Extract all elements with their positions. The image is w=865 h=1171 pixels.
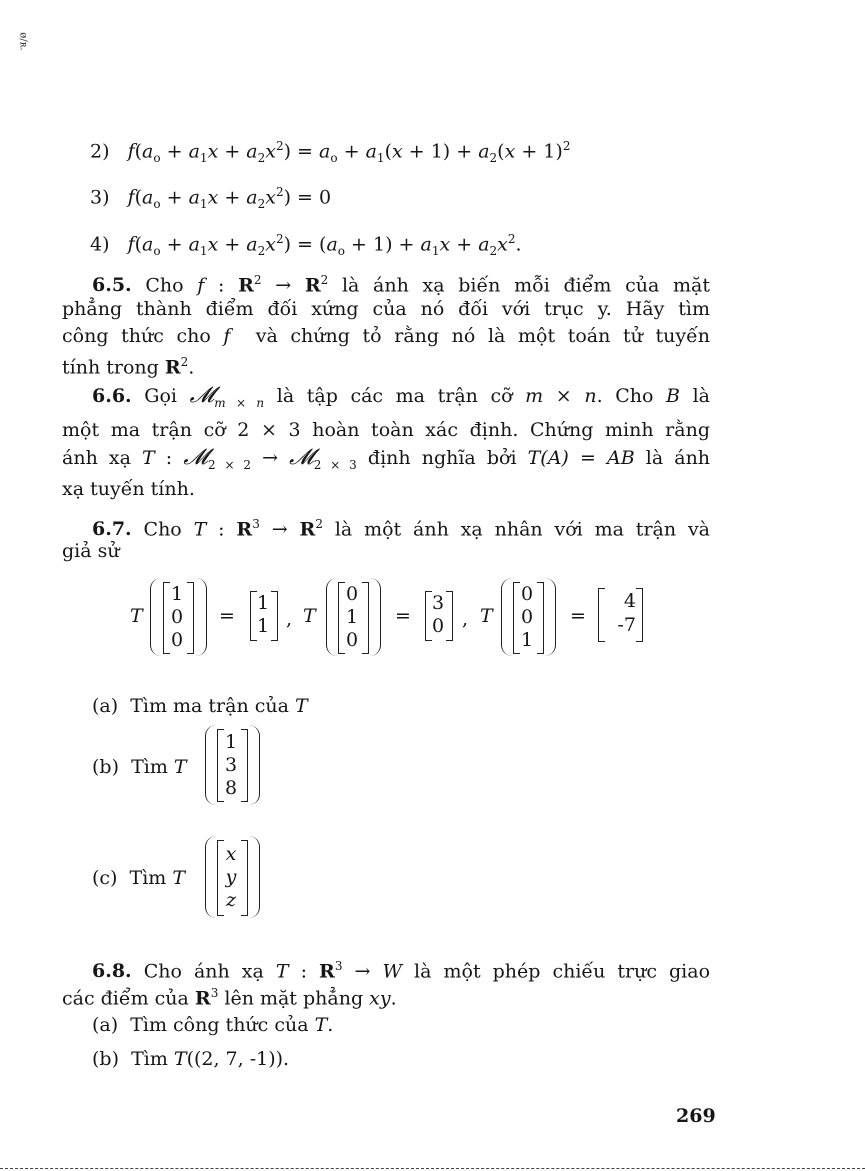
right-paren xyxy=(249,836,260,918)
left-paren xyxy=(501,578,512,656)
exercise-6-8-line-2: các điểm của $R^3$ lên mặt phẳng xy. xyxy=(62,986,397,1010)
bottom-rule xyxy=(0,1168,865,1169)
question-6-8-a: (a) Tìm công thức của T. xyxy=(92,1014,334,1036)
item-2-number: 2) xyxy=(90,140,110,163)
t-symbol-3: T xyxy=(480,605,493,627)
right-bracket xyxy=(187,582,194,654)
left-paren xyxy=(150,578,161,656)
vec-e1-2: 0 xyxy=(170,606,184,628)
right-bracket xyxy=(446,591,453,641)
vec-e3-2: 0 xyxy=(520,606,534,628)
equals-sign: = xyxy=(570,605,586,627)
vec-r2-2: 0 xyxy=(431,615,445,637)
equals-sign: = xyxy=(395,605,411,627)
vec-e2-2: 1 xyxy=(345,606,359,628)
vec-e1-1: 1 xyxy=(170,583,184,605)
exercise-6-5-line-3: công thức cho f và chứng tỏ rằng nó là một toán tử tuyến xyxy=(62,325,710,347)
right-bracket xyxy=(241,840,248,916)
left-paren xyxy=(326,578,337,656)
vec-e2-1: 0 xyxy=(345,583,359,605)
t-symbol-2: T xyxy=(303,605,316,627)
comma: , xyxy=(462,608,469,630)
right-bracket xyxy=(241,729,248,802)
vec-r3-2: -7 xyxy=(617,614,636,636)
vec-e2-3: 0 xyxy=(345,629,359,651)
question-6-8-b: (b) Tìm T((2, 7, -1)). xyxy=(92,1048,290,1070)
exercise-6-7-label: 6.7. xyxy=(92,518,132,541)
vec-b-2: 3 xyxy=(224,754,238,776)
item-4: 4) $f(a_o + a_1x + a_2x^2) = (a_o + 1) + a_1x + a_2x^2$. xyxy=(90,232,522,259)
vec-b-1: 1 xyxy=(224,731,238,753)
exercise-6-6-line-1: 6.6. Gọi 𝓜$_m$ $_\times$ $_n$ là tập các ma trận cỡ m × n. Cho B là xyxy=(92,383,711,410)
question-6-7-b: (b) Tìm T xyxy=(92,756,187,778)
page-number: 269 xyxy=(676,1105,716,1127)
exercise-6-5-label: 6.5. xyxy=(92,274,132,297)
item-2: 2) $f(a_o + a_1x + a_2x^2) = a_o + a_1(x + 1) + a_2(x + 1)^2$ xyxy=(90,139,571,166)
vec-e3-1: 0 xyxy=(520,583,534,605)
vec-e1-3: 0 xyxy=(170,629,184,651)
exercise-6-6-line-3: ánh xạ T : 𝓜$_{2 \times 2}$ → 𝓜$_{2 \times 3}$ định nghĩa bởi T(A) = AB là ánh xyxy=(62,445,711,472)
vec-c-2: y xyxy=(225,866,237,888)
item-3-number: 3) xyxy=(90,186,110,209)
right-paren xyxy=(370,578,381,656)
left-paren xyxy=(205,725,216,805)
vec-r3-1: 4 xyxy=(623,590,636,612)
left-paren xyxy=(205,836,216,918)
vec-e3-3: 1 xyxy=(520,629,534,651)
equals-sign: = xyxy=(219,605,235,627)
vec-r1-2: 1 xyxy=(256,615,270,637)
vec-b-3: 8 xyxy=(224,777,238,799)
exercise-6-5-line-1: 6.5. Cho f : $R^2 \to R^2$ là ánh xạ biến mỗi điểm của mặt xyxy=(92,273,711,297)
item-4-number: 4) xyxy=(90,233,110,256)
question-6-7-a: (a) Tìm ma trận của T xyxy=(92,695,308,717)
exercise-6-8-line-1: 6.8. Cho ánh xạ T : $R^3 \to W$ là một phép chiếu trực giao xyxy=(92,959,711,983)
exercise-6-6-line-4: xạ tuyến tính. xyxy=(62,478,195,500)
right-bracket xyxy=(271,591,278,641)
exercise-6-7-line-1: 6.7. Cho T : $R^3 \to R^2$ là một ánh xạ nhân với ma trận và xyxy=(92,517,711,541)
exercise-6-6-line-2: một ma trận cỡ 2 × 3 hoàn toàn xác định. Chứng minh rằng xyxy=(62,419,710,441)
question-6-7-c: (c) Tìm T xyxy=(92,867,186,889)
left-bracket xyxy=(598,588,605,642)
right-bracket xyxy=(537,582,544,654)
right-bracket xyxy=(636,588,643,642)
right-paren xyxy=(196,578,207,656)
vec-r1-1: 1 xyxy=(256,592,270,614)
exercise-6-5-line-2: phẳng thành điểm đối xứng của nó đối với trục y. Hãy tìm xyxy=(62,298,710,320)
right-paren xyxy=(249,725,260,805)
comma: , xyxy=(286,608,293,630)
exercise-6-8-label: 6.8. xyxy=(92,960,132,983)
vec-c-3: z xyxy=(225,889,236,911)
exercise-6-7-line-2: giả sử xyxy=(62,540,120,562)
vec-c-1: x xyxy=(225,843,237,865)
vec-r2-1: 3 xyxy=(431,592,445,614)
exercise-6-5-line-4: tính trong $R^2$. xyxy=(62,355,195,379)
corner-mark: ø/ʀ. xyxy=(17,32,29,51)
t-symbol-1: T xyxy=(130,605,143,627)
right-bracket xyxy=(362,582,369,654)
right-paren xyxy=(545,578,556,656)
exercise-6-6-label: 6.6. xyxy=(92,385,132,407)
item-3: 3) $f(a_o + a_1x + a_2x^2) = 0$ xyxy=(90,185,332,212)
